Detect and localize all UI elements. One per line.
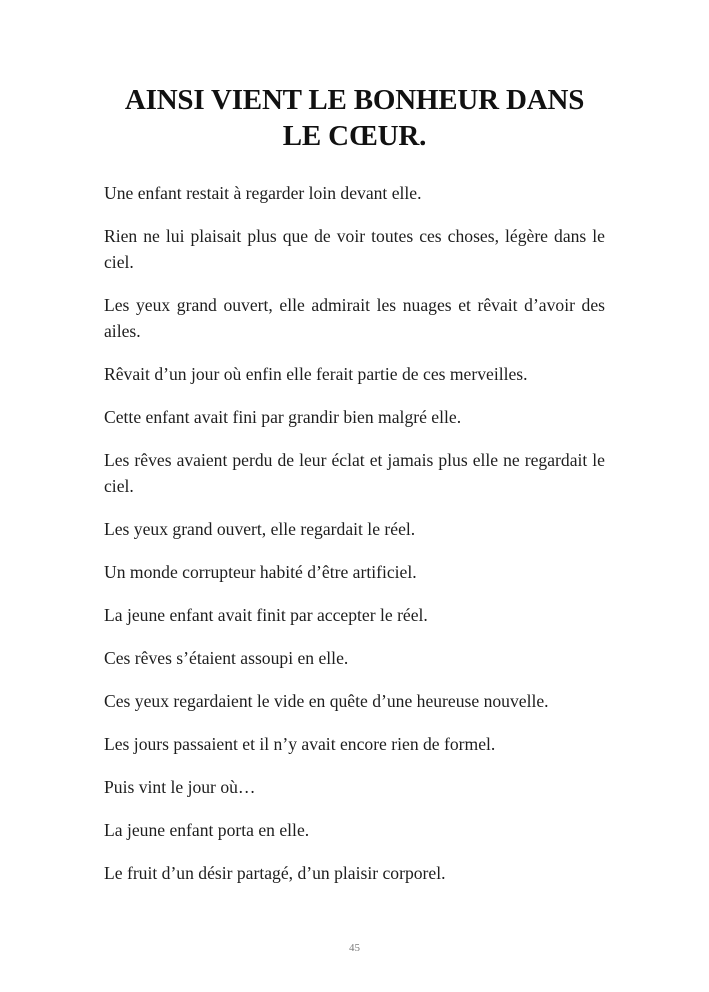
- paragraph: Une enfant restait à regarder loin devant elle.: [104, 183, 422, 203]
- page-title: [80, 82, 629, 154]
- paragraph: Puis vint le jour où…: [104, 777, 256, 797]
- paragraph: Cette enfant avait fini par grandir bien malgré elle.: [104, 407, 462, 427]
- paragraph: Le fruit d’un désir partagé, d’un plaisir corporel.: [104, 863, 446, 883]
- paragraph: La jeune enfant porta en elle.: [104, 820, 310, 840]
- page-number: 45: [349, 942, 360, 954]
- paragraph: Les yeux grand ouvert, elle admirait les nuages et rêvait d’avoir des ailes.: [104, 295, 605, 341]
- paragraph: Les rêves avaient perdu de leur éclat et jamais plus elle ne regardait le ciel.: [104, 450, 605, 496]
- paragraph: Rien ne lui plaisait plus que de voir toutes ces choses, légère dans le ciel.: [104, 226, 605, 272]
- paragraph: Ces rêves s’étaient assoupi en elle.: [104, 648, 349, 668]
- paragraph: Les yeux grand ouvert, elle regardait le réel.: [104, 519, 416, 539]
- title-line-1: AINSI VIENT LE BONHEUR DANS: [124, 84, 585, 116]
- title-line-2: LE CŒUR.: [282, 120, 427, 152]
- paragraph: Ces yeux regardaient le vide en quête d’une heureuse nouvelle.: [104, 691, 549, 711]
- paragraph: Les jours passaient et il n’y avait encore rien de formel.: [104, 734, 496, 754]
- paragraph: Rêvait d’un jour où enfin elle ferait partie de ces merveilles.: [104, 364, 528, 384]
- body-text: [104, 180, 605, 903]
- paragraph: La jeune enfant avait finit par accepter le réel.: [104, 605, 428, 625]
- paragraph: Un monde corrupteur habité d’être artificiel.: [104, 562, 417, 582]
